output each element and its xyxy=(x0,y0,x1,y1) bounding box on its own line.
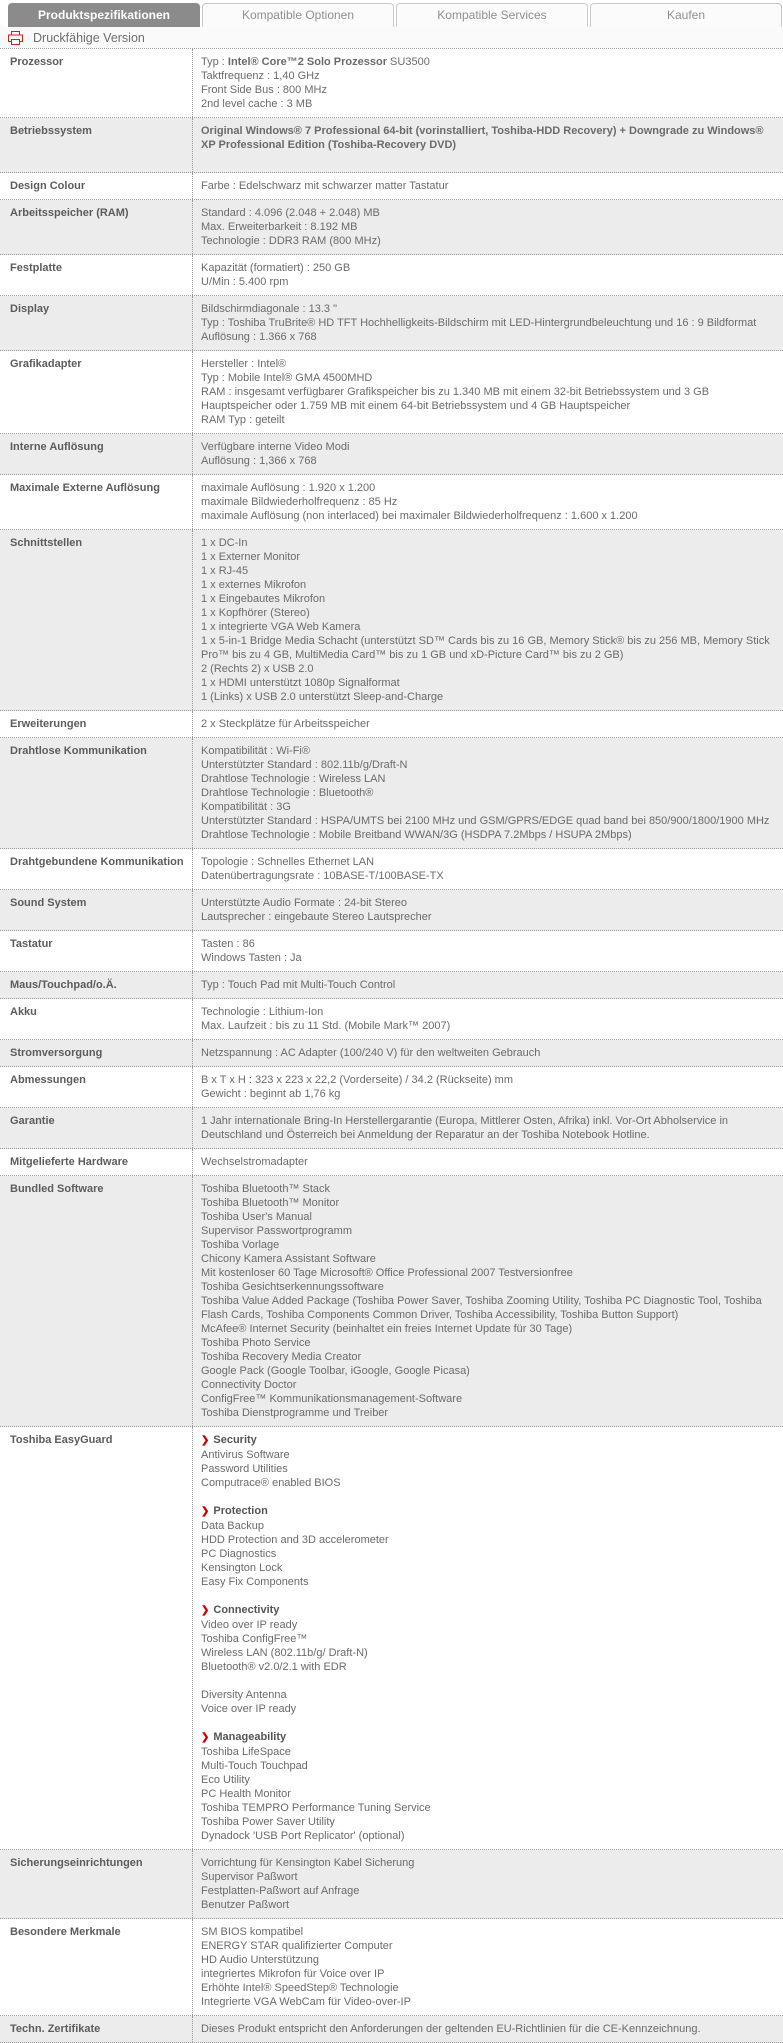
spec-value: maximale Auflösung : 1.920 x 1.200 maximale Bildwiederholfrequenz : 85 Hz maximale Auflösung (non interlaced) bei maximaler Bildwiederholfrequenz : 1.600 x 1.200 xyxy=(192,475,783,529)
spec-value: Vorrichtung für Kensington Kabel Sicherung Supervisor Paßwort Festplatten-Paßwort auf Anfrage Benutzer Paßwort xyxy=(192,1850,783,1918)
spec-value: Tasten : 86 Windows Tasten : Ja xyxy=(192,931,783,971)
spec-row xyxy=(0,890,783,931)
spec-label: Maus/Touchpad/o.Ä. xyxy=(10,979,117,991)
spec-label: Prozessor xyxy=(10,56,64,68)
spec-row xyxy=(0,1040,783,1067)
spec-label: Schnittstellen xyxy=(10,537,83,549)
spec-label: Sound System xyxy=(10,897,87,909)
spec-value: SM BIOS kompatibel ENERGY STAR qualifizierter Computer HD Audio Unterstützung integriertes Mikrofon für Voice over IP Erhöhte Intel® SpeedStep® Technologie Integrierte VGA WebCam für Video-over-IP xyxy=(192,1919,783,2015)
spec-value: Hersteller : Intel® Typ : Mobile Intel® GMA 4500MHD RAM : insgesamt verfügbarer Grafikspeicher bis zu 1.340 MB mit einem 32-bit Betriebssystem und 3 GB Hauptspeicher oder 1.759 MB mit einem 64-bit Betriebssystem und 4 GB Hauptspeicher RAM Typ : geteilt xyxy=(192,351,783,433)
spec-label: Grafikadapter xyxy=(10,358,82,370)
tab-produktspezifikationen[interactable]: Produktspezifikationen xyxy=(8,3,200,27)
spec-row xyxy=(0,972,783,999)
printer-icon xyxy=(8,31,23,45)
spec-row xyxy=(0,255,783,296)
spec-label: Drahtgebundene Kommunikation xyxy=(10,856,184,868)
spec-row xyxy=(0,173,783,200)
spec-row xyxy=(0,738,783,849)
spec-value: B x T x H : 323 x 223 x 22,2 (Vorderseite) / 34.2 (Rückseite) mm Gewicht : beginnt ab 1,76 kg xyxy=(192,1067,783,1107)
spec-label: Design Colour xyxy=(10,180,86,192)
red-arrow-icon: ❯ xyxy=(201,1435,210,1446)
spec-value: 1 x DC-In 1 x Externer Monitor 1 x RJ-45 1 x externes Mikrofon 1 x Eingebautes Mikrofon 1 x Kopfhörer (Stereo) 1 x integrierte VGA Web Kamera 1 x 5-in-1 Bridge Media Schacht (unterstützt SD™ Cards bis zu 16 GB, Memory Stick® bis zu 256 MB, Memory Stick Pro™ bis zu 4 GB, MultiMedia Card™ bis zu 1 GB und xD-Picture Card™ bis zu 2 GB) 2 (Rechts 2) x USB 2.0 1 x HDMI unterstützt 1080p Signalformat 1 (Links) x USB 2.0 unterstützt Sleep-and-Charge xyxy=(192,530,783,710)
spec-row xyxy=(0,2016,783,2043)
spec-value: Farbe : Edelschwarz mit schwarzer matter Tastatur xyxy=(192,173,783,199)
spec-label: Erweiterungen xyxy=(10,718,87,730)
spec-value: Kapazität (formatiert) : 250 GB U/Min : 5.400 rpm xyxy=(192,255,783,295)
spec-row xyxy=(0,999,783,1040)
spec-label: Toshiba EasyGuard xyxy=(10,1434,113,1446)
spec-value: Standard : 4.096 (2.048 + 2.048) MB Max. Erweiterbarkeit : 8.192 MB Technologie : DDR3 RAM (800 MHz) xyxy=(192,200,783,254)
spec-label: Abmessungen xyxy=(10,1074,86,1086)
spec-row xyxy=(0,711,783,738)
spec-label: Mitgelieferte Hardware xyxy=(10,1156,128,1168)
spec-label: Garantie xyxy=(10,1115,55,1127)
spec-row xyxy=(0,1919,783,2016)
spec-row xyxy=(0,849,783,890)
print-bar-label: Druckfähige Version xyxy=(33,30,145,45)
tab-kompatible-optionen[interactable]: Kompatible Optionen xyxy=(202,3,394,27)
print-bar[interactable] xyxy=(0,27,783,48)
spec-label: Display xyxy=(10,303,50,315)
tab-kaufen[interactable]: Kaufen xyxy=(590,3,782,27)
spec-value: 1 Jahr internationale Bring-In Herstellergarantie (Europa, Mittlerer Osten, Afrika) inkl. Vor-Ort Abholservice in Deutschland und Österreich bei Anmeldung der Reparatur an der Toshiba Notebook Hotline. xyxy=(192,1108,783,1148)
spec-value: Toshiba Bluetooth™ Stack Toshiba Bluetooth™ Monitor Toshiba User's Manual Supervisor Passwortprogramm Toshiba Vorlage Chicony Kamera Assistant Software Mit kostenloser 60 Tage Microsoft® Office Professional 2007 Testversionfree Toshiba Gesichtserkennungssoftware Toshiba Value Added Package (Toshiba Power Saver, Toshiba Zooming Utility, Toshiba PC Diagnostic Tool, Toshiba Flash Cards, Toshiba Components Common Driver, Toshiba Accessibility, Toshiba Button Support) McAfee® Internet Security (beinhaltet ein freies Internet Update für 30 Tage) Toshiba Photo Service Toshiba Recovery Media Creator Google Pack (Google Toolbar, iGoogle, Google Picasa) Connectivity Doctor ConfigFree™ Kommunikationsmanagement-Software Toshiba Dienstprogramme und Treiber xyxy=(192,1176,783,1426)
spec-label: Bundled Software xyxy=(10,1183,104,1195)
spec-row xyxy=(0,351,783,434)
spec-row xyxy=(0,530,783,711)
spec-row xyxy=(0,1067,783,1108)
spec-row xyxy=(0,475,783,530)
spec-row xyxy=(0,1176,783,1427)
spec-table xyxy=(0,48,783,2043)
spec-label: Akku xyxy=(10,1006,37,1018)
spec-row xyxy=(0,118,783,173)
spec-row xyxy=(0,1108,783,1149)
tab-bar xyxy=(0,0,783,27)
spec-value: Bildschirmdiagonale : 13.3 " Typ : Toshiba TruBrite® HD TFT Hochhelligkeits-Bildschirm mit LED-Hintergrundbeleuchtung und 16 : 9 Bildformat Auflösung : 1.366 x 768 xyxy=(192,296,783,350)
spec-value: Original Windows® 7 Professional 64-bit (vorinstalliert, Toshiba-HDD Recovery) + Downgrade zu Windows® XP Professional Edition (Toshiba-Recovery DVD) xyxy=(192,118,783,172)
spec-label: Drahtlose Kommunikation xyxy=(10,745,147,757)
spec-value: ❯ Security Antivirus Software Password Utilities Computrace® enabled BIOS ❯ Protection Data Backup HDD Protection and 3D accelerometer PC Diagnostics Kensington Lock Easy Fix Components ❯ Connectivity Video over IP ready Toshiba ConfigFree™ Wireless LAN (802.11b/g/ Draft-N) Bluetooth® v2.0/2.1 with EDR Diversity Antenna Voice over IP ready ❯ Manageability Toshiba LifeSpace Multi-Touch Touchpad Eco Utility PC Health Monitor Toshiba TEMPRO Performance Tuning Service Toshiba Power Saver Utility Dynadock 'USB Port Replicator' (optional) xyxy=(192,1427,783,1849)
spec-label: Tastatur xyxy=(10,938,53,950)
spec-value: Typ : Intel® Core™2 Solo Prozessor SU3500 Taktfrequenz : 1,40 GHz Front Side Bus : 800 MHz 2nd level cache : 3 MB xyxy=(192,49,783,117)
spec-value: Typ : Touch Pad mit Multi-Touch Control xyxy=(192,972,783,998)
spec-label: Stromversorgung xyxy=(10,1047,103,1059)
spec-label: Maximale Externe Auflösung xyxy=(10,482,160,494)
spec-row xyxy=(0,49,783,118)
spec-label: Arbeitsspeicher (RAM) xyxy=(10,207,129,219)
spec-label: Sicherungseinrichtungen xyxy=(10,1857,143,1869)
spec-label: Interne Auflösung xyxy=(10,441,104,453)
spec-value: Wechselstromadapter xyxy=(192,1149,783,1175)
spec-row xyxy=(0,434,783,475)
spec-value: Kompatibilität : Wi-Fi® Unterstützter Standard : 802.11b/g/Draft-N Drahtlose Technologie : Wireless LAN Drahtlose Technologie : Bluetooth® Kompatibilität : 3G Unterstützter Standard : HSPA/UMTS bei 2100 MHz und GSM/GPRS/EDGE quad band bei 850/900/1800/1900 MHz Drahtlose Technologie : Mobile Breitband WWAN/3G (HSDPA 7.2Mbps / HSUPA 2Mbps) xyxy=(192,738,783,848)
spec-value: Unterstützte Audio Formate : 24-bit Stereo Lautsprecher : eingebaute Stereo Lautsprecher xyxy=(192,890,783,930)
spec-label: Techn. Zertifikate xyxy=(10,2023,101,2035)
spec-value: Verfügbare interne Video Modi Auflösung : 1,366 x 768 xyxy=(192,434,783,474)
spec-label: Festplatte xyxy=(10,262,62,274)
tab-kompatible-services[interactable]: Kompatible Services xyxy=(396,3,588,27)
spec-label: Betriebssystem xyxy=(10,125,92,137)
spec-row xyxy=(0,200,783,255)
spec-row xyxy=(0,1149,783,1176)
spec-value: Dieses Produkt entspricht den Anforderungen der geltenden EU-Richtlinien für die CE-Kennzeichnung. xyxy=(192,2016,783,2042)
red-arrow-icon: ❯ xyxy=(201,1506,210,1517)
spec-label: Besondere Merkmale xyxy=(10,1926,121,1938)
spec-value: 2 x Steckplätze für Arbeitsspeicher xyxy=(192,711,783,737)
red-arrow-icon: ❯ xyxy=(201,1605,210,1616)
spec-row xyxy=(0,1850,783,1919)
spec-value: Topologie : Schnelles Ethernet LAN Datenübertragungsrate : 10BASE-T/100BASE-TX xyxy=(192,849,783,889)
red-arrow-icon: ❯ xyxy=(201,1732,210,1743)
spec-value: Technologie : Lithium-Ion Max. Laufzeit : bis zu 11 Std. (Mobile Mark™ 2007) xyxy=(192,999,783,1039)
spec-value: Netzspannung : AC Adapter (100/240 V) für den weltweiten Gebrauch xyxy=(192,1040,783,1066)
spec-row xyxy=(0,1427,783,1850)
spec-row xyxy=(0,931,783,972)
spec-row xyxy=(0,296,783,351)
